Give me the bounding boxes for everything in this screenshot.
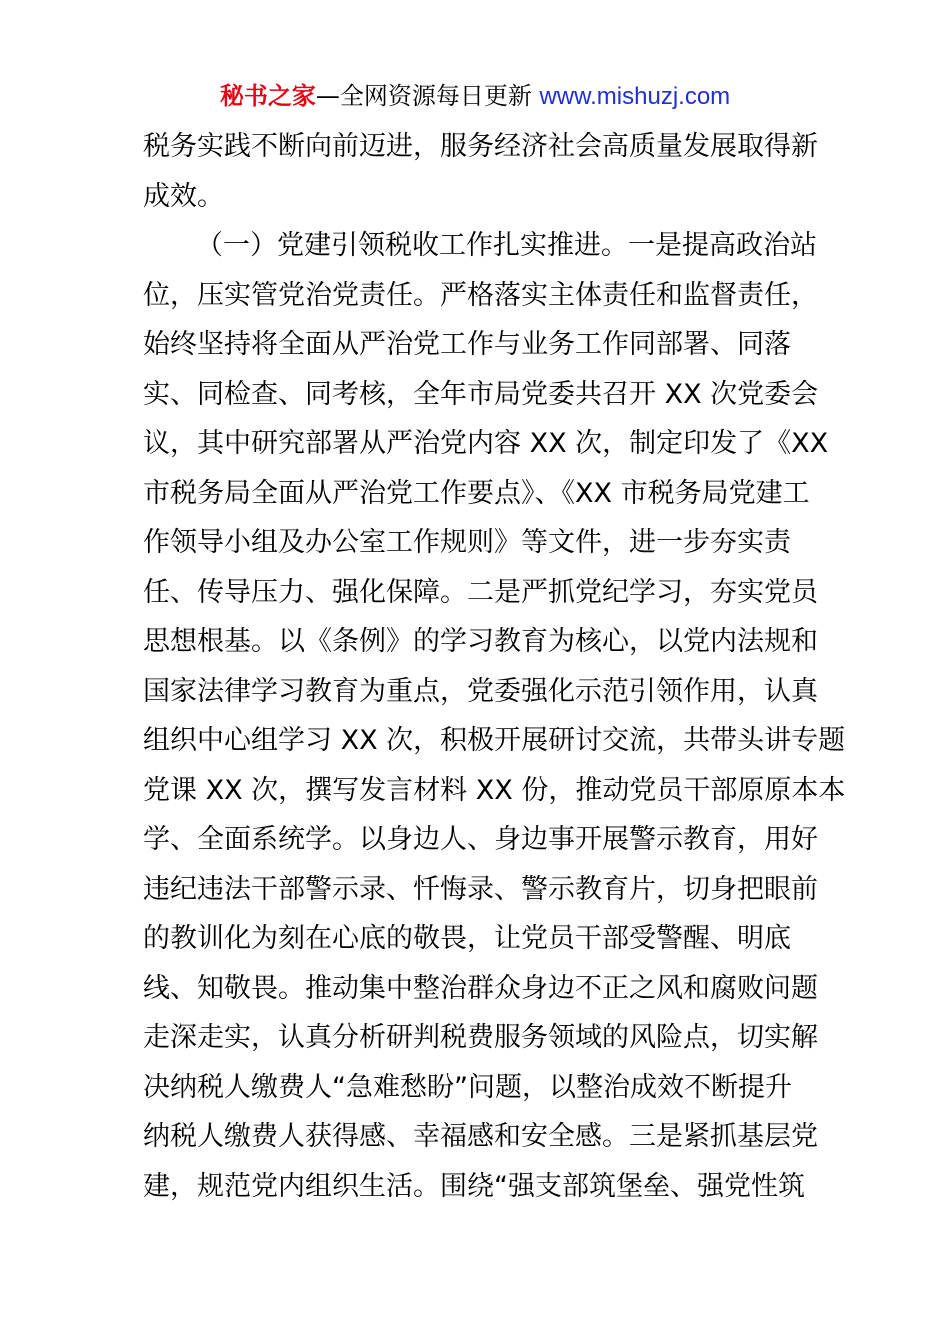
page-header <box>0 78 950 115</box>
text-line: 市税务局全面从严治党工作要点》、《XX 市税务局党建工 <box>143 477 810 509</box>
brand-name: 秘书之家 <box>219 82 316 110</box>
text-line: 学、全面系统学。以身边人、身边事开展警示教育，用好 <box>143 824 818 855</box>
document-body <box>143 122 846 1211</box>
text-line: 任、传导压力、强化保障。二是严抓党纪学习，夯实党员 <box>143 576 818 608</box>
text-line: 组织中心组学习 XX 次，积极开展研讨交流，共带头讲专题 <box>143 725 846 756</box>
text-line: 纳税人缴费人获得感、幸福感和安全感。三是紧抓基层党 <box>143 1121 818 1152</box>
text-line: 党课 XX 次，撰写发言材料 XX 份，推动党员干部原原本本 <box>143 774 846 806</box>
text-line: 思想根基。以《条例》的学习教育为核心，以党内法规和 <box>143 626 818 657</box>
text-line: 国家法律学习教育为重点，党委强化示范引领作用，认真 <box>143 675 818 707</box>
text-line: 议，其中研究部署从严治党内容 XX 次，制定印发了《XX <box>143 428 829 459</box>
text-line: 决纳税人缴费人“急难愁盼”问题，以整治成效不断提升 <box>143 1071 792 1103</box>
text-line: 建，规范党内组织生活。围绕“强支部筑堡垒、强党性筑 <box>143 1170 805 1202</box>
text-line: 成效。 <box>143 180 224 212</box>
section-heading-line: （一）党建引领税收工作扎实推进。一是提高政治站 <box>196 230 817 261</box>
text-line: 实、同检查、同考核，全年市局党委共召开 XX 次党委会 <box>143 378 819 410</box>
text-line: 走深走实，认真分析研判税费服务领域的风险点，切实解 <box>143 1022 818 1053</box>
text-line: 税务实践不断向前迈进，服务经济社会高质量发展取得新 <box>143 131 818 162</box>
text-line: 线、知敬畏。推动集中整治群众身边不正之风和腐败问题 <box>143 972 818 1004</box>
site-url-link[interactable]: www.mishuzj.com <box>539 83 731 110</box>
text-line: 始终坚持将全面从严治党工作与业务工作同部署、同落 <box>143 329 791 360</box>
text-line: 作领导小组及办公室工作规则》等文件，进一步夯实责 <box>143 527 791 558</box>
text-line: 违纪违法干部警示录、忏悔录、警示教育片，切身把眼前 <box>143 873 818 905</box>
text-line: 的教训化为刻在心底的敬畏，让党员干部受警醒、明底 <box>143 923 791 954</box>
header-tagline: —全网资源每日更新 <box>315 82 532 110</box>
text-line: 位，压实管党治党责任。严格落实主体责任和监督责任， <box>143 279 818 311</box>
